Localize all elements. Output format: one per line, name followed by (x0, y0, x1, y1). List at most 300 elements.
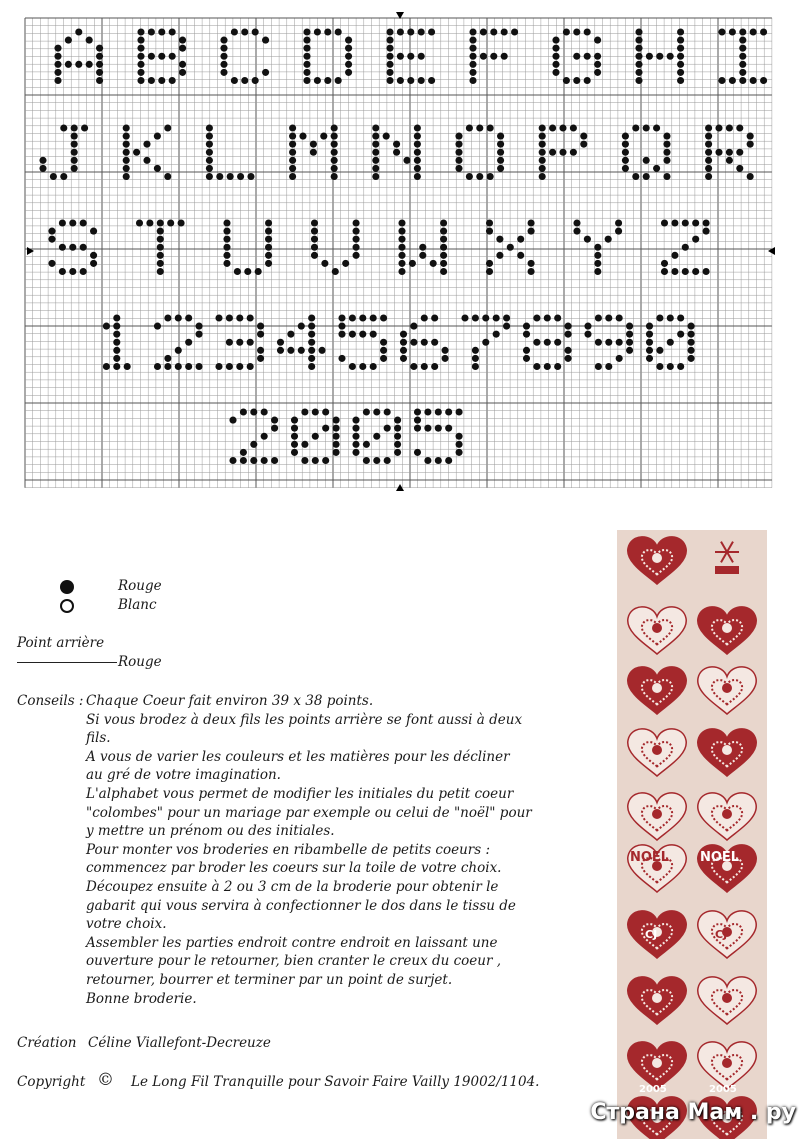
stitch-dot (487, 124, 494, 131)
stitch-dot (312, 408, 319, 415)
stitch-dot (414, 141, 421, 148)
stitch-dot (227, 173, 234, 180)
stitch-dot (643, 173, 650, 180)
stitch-dot (503, 323, 510, 330)
stitch-dot (559, 124, 566, 131)
stitch-dot (497, 149, 504, 156)
stitch-dot (493, 331, 500, 338)
stitch-dot (539, 157, 546, 164)
stitch-dot (372, 141, 379, 148)
stitch-dot (398, 268, 405, 275)
stitch-dot (352, 417, 359, 424)
chart-glyph-6 (400, 314, 449, 370)
stitch-dot (289, 124, 296, 131)
stitch-dot (656, 53, 663, 60)
stitch-dot (262, 37, 269, 44)
stitch-dot (497, 133, 504, 140)
stitch-dot (220, 69, 227, 76)
stitch-dot (303, 53, 310, 60)
stitch-dot (359, 363, 366, 370)
stitch-dot (255, 268, 262, 275)
stitch-dot (372, 173, 379, 180)
stitch-dot (291, 449, 298, 456)
stitch-dot (311, 244, 318, 251)
stitch-dot (136, 219, 143, 226)
stitch-dot (739, 28, 746, 35)
stitch-dot (157, 236, 164, 243)
advice-line: votre choix. (86, 916, 167, 933)
stitch-dot (739, 45, 746, 52)
stitch-dot (407, 28, 414, 35)
stitch-dot (552, 69, 559, 76)
stitch-dot (656, 314, 663, 321)
stitch-dot (671, 219, 678, 226)
stitch-dot (241, 28, 248, 35)
stitch-dot (682, 219, 689, 226)
initials-right: CJ (715, 928, 728, 941)
stitch-dot (573, 28, 580, 35)
stitch-dot (635, 28, 642, 35)
stitch-dot (688, 339, 695, 346)
chart-glyph-t (136, 219, 185, 275)
stitch-dot (137, 69, 144, 76)
stitch-dot (65, 61, 72, 68)
stitch-dot (223, 260, 230, 267)
stitch-dot (345, 37, 352, 44)
stitch-dot (137, 61, 144, 68)
stitch-dot (345, 53, 352, 60)
stitch-dot (175, 314, 182, 321)
embroidered-heart (628, 607, 686, 654)
chart-glyph-5 (414, 408, 463, 464)
stitch-dot (241, 77, 248, 84)
stitch-dot (430, 260, 437, 267)
stitch-dot (157, 252, 164, 259)
stitch-dot (75, 28, 82, 35)
stitch-dot (54, 77, 61, 84)
stitch-dot (220, 37, 227, 44)
stitch-dot (137, 77, 144, 84)
stitch-dot (692, 219, 699, 226)
stitch-dot (414, 425, 421, 432)
stitch-dot (677, 53, 684, 60)
stitch-dot (333, 449, 340, 456)
stitch-dot (431, 363, 438, 370)
stitch-dot (729, 77, 736, 84)
stitch-dot (729, 28, 736, 35)
stitch-dot (71, 157, 78, 164)
stitch-dot (632, 124, 639, 131)
stitch-dot (445, 457, 452, 464)
stitch-dot (80, 244, 87, 251)
stitch-dot (363, 441, 370, 448)
stitch-dot (407, 53, 414, 60)
stitch-dot (175, 347, 182, 354)
stitch-dot (584, 331, 591, 338)
stitch-dot (726, 157, 733, 164)
chart-glyph-7 (461, 314, 510, 370)
stitch-dot (469, 77, 476, 84)
stitch-dot (223, 244, 230, 251)
stitch-dot (497, 157, 504, 164)
stitch-dot (353, 236, 360, 243)
stitch-dot (380, 347, 387, 354)
stitch-dot (705, 173, 712, 180)
stitch-dot (528, 219, 535, 226)
stitch-dot (370, 363, 377, 370)
stitch-dot (688, 323, 695, 330)
stitch-dot (289, 133, 296, 140)
stitch-dot (363, 457, 370, 464)
stitch-dot (580, 141, 587, 148)
stitch-dot (646, 347, 653, 354)
stitch-dot (523, 355, 530, 362)
stitch-dot (573, 219, 580, 226)
stitch-dot (632, 173, 639, 180)
stitch-dot (321, 260, 328, 267)
stitch-dot (682, 268, 689, 275)
stitch-dot (143, 141, 150, 148)
stitch-dot (677, 331, 684, 338)
stitch-dot (310, 149, 317, 156)
stitch-dot (646, 53, 653, 60)
stitch-dot (154, 165, 161, 172)
stitch-dot (384, 425, 391, 432)
stitch-dot (178, 219, 185, 226)
cross-stitch-chart (0, 0, 804, 500)
stitch-dot (179, 61, 186, 68)
stitch-dot (247, 363, 254, 370)
stitch-dot (643, 157, 650, 164)
copyright-icon: © (97, 1070, 114, 1090)
stitch-dot (528, 228, 535, 235)
stitch-dot (265, 236, 272, 243)
stitch-dot (400, 339, 407, 346)
stitch-dot (257, 347, 264, 354)
stitch-dot (622, 133, 629, 140)
stitch-dot (493, 314, 500, 321)
stitch-dot (594, 268, 601, 275)
stitch-dot (421, 339, 428, 346)
stitch-dot (353, 219, 360, 226)
stitch-dot (469, 61, 476, 68)
stitch-dot (196, 363, 203, 370)
stitch-dot (476, 173, 483, 180)
stitch-dot (287, 347, 294, 354)
open-dot-icon (60, 599, 74, 613)
stitch-dot (398, 252, 405, 259)
stitch-dot (352, 449, 359, 456)
stitch-dot (559, 149, 566, 156)
stitch-dot (554, 363, 561, 370)
filled-dot-icon (60, 580, 74, 594)
advice-line: Chaque Coeur fait environ 39 x 38 points. (86, 693, 374, 709)
advice-line: L'alphabet vous permet de modifier les initiales du petit coeur (86, 786, 514, 802)
stitch-dot (539, 133, 546, 140)
stitch-dot (265, 260, 272, 267)
backstitch-label: Rouge (118, 654, 162, 670)
stitch-dot (373, 457, 380, 464)
embroidered-heart (628, 729, 686, 776)
stitch-dot (148, 28, 155, 35)
stitch-dot (164, 314, 171, 321)
stitch-dot (394, 441, 401, 448)
stitch-dot (677, 37, 684, 44)
stitch-dot (113, 331, 120, 338)
stitch-dot (308, 347, 315, 354)
stitch-dot (605, 363, 612, 370)
stitch-dot (353, 252, 360, 259)
stitch-dot (646, 331, 653, 338)
stitch-dot (667, 363, 674, 370)
stitch-dot (622, 141, 629, 148)
stitch-dot (81, 124, 88, 131)
stitch-dot (486, 268, 493, 275)
stitch-dot (565, 331, 572, 338)
stitch-dot (715, 149, 722, 156)
stitch-dot (622, 157, 629, 164)
stitch-dot (289, 149, 296, 156)
stitch-dot (86, 37, 93, 44)
stitch-dot (565, 323, 572, 330)
stitch-dot (490, 28, 497, 35)
advice-line: au gré de votre imagination. (86, 767, 281, 784)
stitch-dot (760, 77, 767, 84)
stitch-dot (736, 124, 743, 131)
stitch-dot (60, 124, 67, 131)
embroidered-heart (628, 537, 686, 584)
stitch-dot (414, 449, 421, 456)
stitch-dot (414, 157, 421, 164)
stitch-dot (407, 77, 414, 84)
stitch-dot (440, 260, 447, 267)
legend-label-rouge: Rouge (118, 578, 162, 594)
stitch-dot (455, 149, 462, 156)
stitch-dot (59, 219, 66, 226)
stitch-dot (715, 124, 722, 131)
stitch-dot (398, 260, 405, 267)
stitch-dot (442, 355, 449, 362)
stitch-dot (739, 37, 746, 44)
stitch-dot (359, 331, 366, 338)
stitch-dot (287, 331, 294, 338)
stitch-dot (277, 339, 284, 346)
stitch-dot (414, 124, 421, 131)
stitch-dot (736, 149, 743, 156)
stitch-dot (372, 149, 379, 156)
stitch-dot (331, 124, 338, 131)
stitch-dot (353, 228, 360, 235)
advice-line: commencez par broder les coeurs sur la toile de votre choix. (86, 860, 502, 877)
stitch-dot (157, 228, 164, 235)
hearts-photo-strip (617, 530, 767, 1139)
stitch-dot (133, 149, 140, 156)
stitch-dot (311, 219, 318, 226)
stitch-dot (303, 28, 310, 35)
stitch-dot (397, 77, 404, 84)
stitch-dot (96, 69, 103, 76)
stitch-dot (403, 157, 410, 164)
stitch-dot (314, 77, 321, 84)
stitch-dot (523, 347, 530, 354)
stitch-dot (185, 339, 192, 346)
stitch-dot (39, 165, 46, 172)
stitch-dot (501, 53, 508, 60)
stitch-dot (310, 141, 317, 148)
stitch-dot (726, 149, 733, 156)
stitch-dot (667, 53, 674, 60)
stitch-dot (398, 228, 405, 235)
stitch-dot (469, 28, 476, 35)
advice-line: ouverture pour le retourner, bien cranter le creux du coeur , (86, 953, 502, 970)
stitch-dot (703, 268, 710, 275)
stitch-dot (71, 124, 78, 131)
stitch-dot (594, 37, 601, 44)
stitch-dot (65, 37, 72, 44)
stitch-dot (705, 149, 712, 156)
stitch-dot (386, 28, 393, 35)
year-right: 2005 (709, 1084, 737, 1095)
stitch-dot (206, 149, 213, 156)
stitch-dot (750, 28, 757, 35)
stitch-dot (414, 408, 421, 415)
stitch-dot (349, 314, 356, 321)
stitch-dot (656, 347, 663, 354)
stitch-dot (226, 339, 233, 346)
stitch-dot (440, 244, 447, 251)
stitch-dot (677, 61, 684, 68)
stitch-dot (223, 236, 230, 243)
stitch-dot (146, 219, 153, 226)
stitch-dot (386, 69, 393, 76)
stitch-dot (206, 157, 213, 164)
stitch-dot (428, 77, 435, 84)
stitch-dot (308, 355, 315, 362)
stitch-dot (653, 124, 660, 131)
embroidered-heart (698, 607, 756, 654)
stitch-dot (663, 173, 670, 180)
stitch-dot (626, 339, 633, 346)
stitch-dot (511, 28, 518, 35)
stitch-dot (616, 314, 623, 321)
stitch-dot (594, 53, 601, 60)
stitch-dot (331, 157, 338, 164)
stitch-dot (539, 149, 546, 156)
stitch-dot (332, 268, 339, 275)
stitch-dot (501, 28, 508, 35)
stitch-dot (594, 61, 601, 68)
stitch-dot (386, 61, 393, 68)
stitch-dot (324, 77, 331, 84)
embroidered-heart (628, 667, 686, 714)
stitch-dot (419, 252, 426, 259)
stitch-dot (594, 69, 601, 76)
stitch-dot (421, 363, 428, 370)
stitch-dot (226, 314, 233, 321)
embroidered-heart (698, 793, 756, 840)
stitch-dot (394, 417, 401, 424)
stitch-dot (414, 165, 421, 172)
stitch-dot (338, 355, 345, 362)
stitch-dot (688, 355, 695, 362)
stitch-dot (635, 61, 642, 68)
stitch-dot (635, 37, 642, 44)
stitch-dot (69, 244, 76, 251)
stitch-dot (123, 157, 130, 164)
stitch-dot (137, 45, 144, 52)
stitch-dot (229, 417, 236, 424)
stitch-dot (398, 244, 405, 251)
stitch-dot (736, 165, 743, 172)
embroidered-heart (628, 793, 686, 840)
stitch-dot (486, 219, 493, 226)
stitch-dot (48, 260, 55, 267)
stitch-dot (400, 347, 407, 354)
stitch-dot (303, 69, 310, 76)
stitch-dot (303, 37, 310, 44)
stitch-dot (383, 133, 390, 140)
stitch-dot (692, 268, 699, 275)
stitch-dot (54, 61, 61, 68)
stitch-dot (370, 314, 377, 321)
stitch-dot (646, 339, 653, 346)
stitch-dot (539, 141, 546, 148)
stitch-dot (747, 173, 754, 180)
stitch-dot (158, 77, 165, 84)
stitch-dot (148, 77, 155, 84)
stitch-dot (688, 347, 695, 354)
stitch-dot (580, 133, 587, 140)
stitch-dot (90, 252, 97, 259)
stitch-dot (424, 408, 431, 415)
stitch-dot (113, 314, 120, 321)
stitch-dot (466, 124, 473, 131)
stitch-dot (570, 124, 577, 131)
stitch-dot (394, 425, 401, 432)
stitch-dot (469, 37, 476, 44)
stitch-dot (469, 45, 476, 52)
stitch-dot (113, 347, 120, 354)
stitch-dot (671, 268, 678, 275)
stitch-dot (410, 363, 417, 370)
chart-glyph-3 (215, 314, 264, 370)
stitch-dot (96, 53, 103, 60)
stitch-dot (646, 355, 653, 362)
stitch-dot (113, 339, 120, 346)
chart-glyph-2 (229, 408, 278, 464)
stitch-dot (456, 449, 463, 456)
stitch-dot (677, 363, 684, 370)
stitch-dot (544, 314, 551, 321)
stitch-dot (418, 53, 425, 60)
stitch-dot (271, 457, 278, 464)
initials-left: CJ (645, 928, 658, 941)
stitch-dot (308, 363, 315, 370)
creation-label: Création (17, 1035, 77, 1051)
stitch-dot (455, 165, 462, 172)
stitch-dot (123, 149, 130, 156)
stitch-dot (179, 37, 186, 44)
stitch-dot (289, 157, 296, 164)
stitch-dot (424, 425, 431, 432)
stitch-dot (223, 219, 230, 226)
stitch-dot (314, 28, 321, 35)
stitch-dot (455, 133, 462, 140)
stitch-dot (594, 244, 601, 251)
stitch-dot (223, 228, 230, 235)
stitch-dot (206, 165, 213, 172)
stitch-dot (311, 228, 318, 235)
